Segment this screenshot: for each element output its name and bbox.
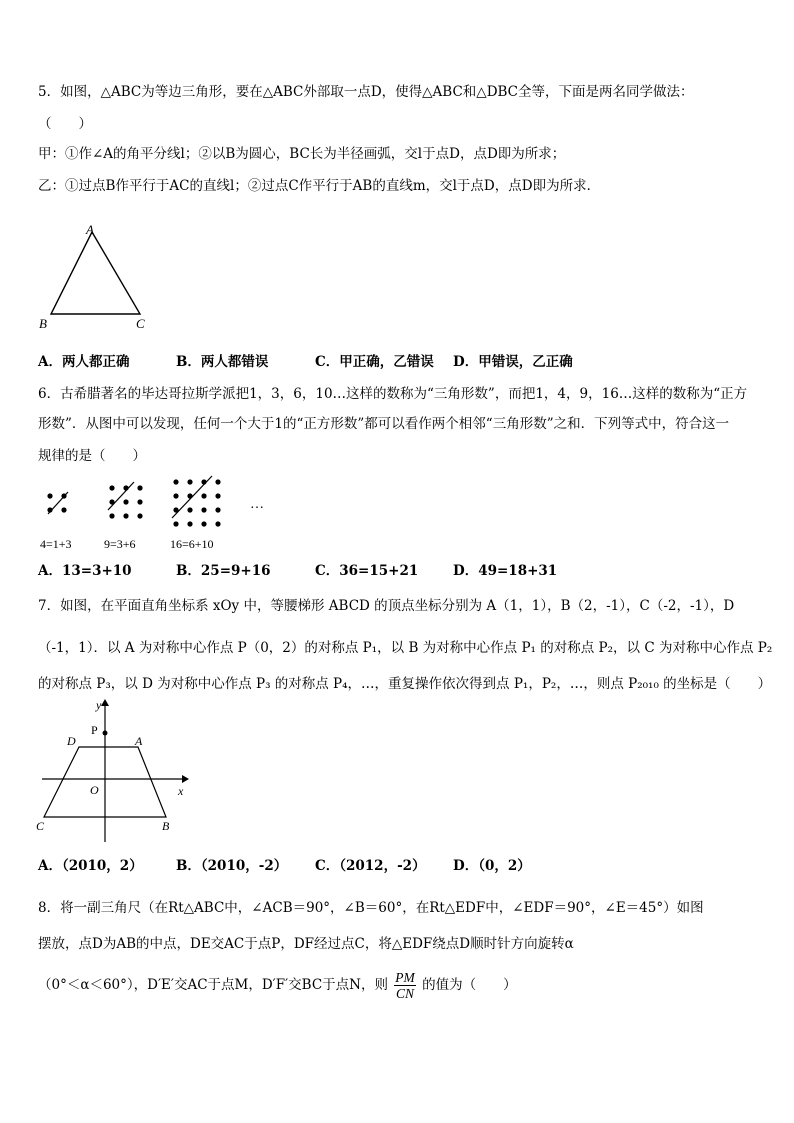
label-b: B: [39, 316, 47, 331]
dots-ellipsis: …: [250, 497, 264, 512]
q7-option-b: B．（2010，-2）: [176, 858, 288, 874]
q6-line-2: 形数”．从图中可以发现，任何一个大于1的“正方形数”都可以看作两个相邻“三角形数”之和．下列等式中，符合这一: [38, 416, 730, 432]
q5-method-jia: 甲：①作∠A的角平分线l；②以B为圆心，BC长为半径画弧，交l于点D，点D即为所求；: [38, 146, 566, 162]
q5-answer-blank: （ ）: [38, 116, 92, 132]
q5-option-c: C．甲正确，乙错误: [315, 354, 434, 370]
q5-triangle-figure: [36, 222, 156, 334]
label-y: y: [96, 698, 102, 712]
caption-16: 16=6+10: [170, 537, 214, 551]
q5-method-yi: 乙：①过点B作平行于AC的直线l；②过点C作平行于AB的直线m，交l于点D，点D即为所求．: [38, 178, 601, 194]
y-axis-arrow: [101, 699, 109, 706]
q7-line-2: （-1，1）．以 A 为对称中心作点 P（0，2）的对称点 P₁，以 B 为对称中心作点 P₁ 的对称点 P₂，以 C 为对称中心作点 P₂: [38, 640, 773, 656]
label-c: C: [136, 316, 145, 331]
label-x: x: [178, 784, 184, 798]
square-number-4: [47, 492, 68, 514]
square-number-16: [172, 476, 221, 527]
fraction-denominator: CN: [396, 986, 415, 1001]
label-o: O: [90, 783, 99, 797]
q7-line-1: 7．如图，在平面直角坐标系 xOy 中，等腰梯形 ABCD 的顶点坐标分别为 A（1，1），B（2，-1），C（-2，-1），D: [38, 598, 735, 614]
fraction-numerator: PM: [395, 970, 415, 985]
x-axis-arrow: [182, 775, 189, 783]
q7-trapezoid-figure: [34, 696, 194, 846]
q7-option-d: D．（0，2）: [453, 858, 531, 874]
q8-line-1: 8．将一副三角尺（在Rt△ABC中，∠ACB＝90°，∠B＝60°，在Rt△EDF中，∠EDF＝90°，∠E＝45°）如图: [38, 900, 704, 916]
q5-stem: 5．如图，△ABC为等边三角形，要在△ABC外部取一点D，使得△ABC和△DBC全等，下面是两名同学做法：: [38, 84, 694, 100]
q5-option-d: D．甲错误，乙正确: [453, 354, 573, 370]
caption-4: 4=1+3: [40, 537, 72, 551]
q8-line-3: [38, 970, 517, 1001]
label-a: A: [135, 734, 143, 748]
q7-line-3: 的对称点 P₃，以 D 为对称中心作点 P₃ 的对称点 P₄，…，重复操作依次得到点 P₁，P₂，…，则点 P₂₀₁₀ 的坐标是（ ）: [38, 676, 772, 692]
q5-option-b: B．两人都错误: [176, 354, 269, 370]
q6-line-1: 6．古希腊著名的毕达哥拉斯学派把1，3，6，10…这样的数称为“三角形数”，而把1，4，9，16…这样的数称为“正方: [38, 386, 748, 402]
q8-line-3-text: （0°＜α＜60°），D′E′交AC于点M，D′F′交BC于点N，则: [38, 977, 388, 993]
q5-option-a: A．两人都正确: [38, 354, 130, 370]
point-p: [103, 731, 108, 736]
label-p: P: [91, 723, 98, 737]
square-number-9: [108, 482, 143, 519]
q6-option-b: B．25=9+16: [176, 563, 271, 579]
triangle-abc: [51, 232, 140, 314]
q7-option-a: A．（2010，2）: [38, 858, 143, 874]
q6-line-3: 规律的是（ ）: [38, 448, 146, 464]
q7-option-c: C．（2012，-2）: [315, 858, 426, 874]
label-b: B: [162, 819, 170, 833]
q6-option-d: D．49=18+31: [453, 563, 558, 579]
ratio-fraction: [394, 970, 416, 1001]
q6-option-a: A．13=3+10: [38, 563, 132, 579]
caption-9: 9=3+6: [104, 537, 136, 551]
q8-line-2: 摆放，点D为AB的中点，DE交AC于点P，DF经过点C，将△EDF绕点D顺时针方向旋转α: [38, 936, 574, 952]
label-c: C: [36, 819, 45, 833]
q6-dot-figure: [36, 472, 276, 554]
q8-line-3-tail: 的值为（ ）: [422, 977, 517, 993]
q6-option-c: C．36=15+21: [315, 563, 419, 579]
label-d: D: [67, 734, 76, 748]
label-a: A: [86, 222, 94, 237]
